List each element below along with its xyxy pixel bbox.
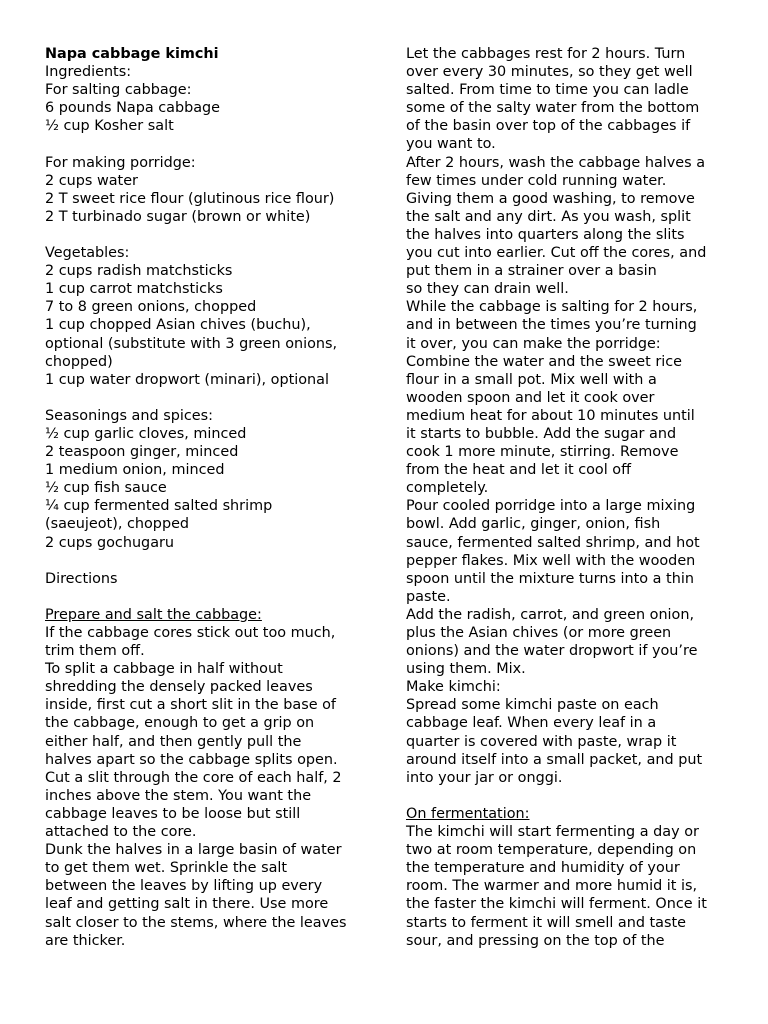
document-title: Napa cabbage kimchi [45,46,219,62]
text-line: plus the Asian chives (or more green [406,625,672,641]
blank-line [45,226,375,244]
text-line: paste. [406,588,451,605]
text-line: Pour cooled porridge into a large mixing [406,498,696,515]
text-line: cabbage leaves to be loose but still [45,805,301,822]
blank-line [406,787,741,805]
text-line: Seasonings and spices: [45,407,213,424]
text-line: Giving them a good washing, to remove [406,190,695,207]
text-line: 2 cups gochugaru [45,534,175,551]
text-line: you cut into earlier. Cut off the cores, and [406,245,707,262]
text-line: 2 T turbinado sugar (brown or white) [45,208,311,225]
text-line: cook 1 more minute, stirring. Remove [406,444,679,461]
text-line: so they can drain well. [406,281,569,298]
text-line: To split a cabbage in half without [45,661,283,678]
blank-line [45,135,375,153]
text-line: completely. [406,480,489,497]
blank-line [45,552,375,570]
text-line: ½ cup Kosher salt [45,118,174,135]
text-line: salt closer to the stems, where the leaves [45,914,347,931]
text-line: the salt and any dirt. As you wash, split [406,208,691,225]
text-line: put them in a strainer over a basin [406,263,657,280]
text-line: between the leaves by lifting up every [45,878,323,895]
text-line: salted. From time to time you can ladle [406,82,689,99]
text-line: While the cabbage is salting for 2 hours, [406,299,698,316]
text-line: ¼ cup fermented salted shrimp [45,498,273,515]
text-line: sour, and pressing on the top of the [406,932,665,949]
text-line: sauce, fermented salted shrimp, and hot [406,534,700,551]
text-line: 1 cup carrot matchsticks [45,281,223,298]
text-line: and in between the times you’re turning [406,317,697,334]
text-line: inches above the stem. You want the [45,787,312,804]
text-line: 7 to 8 green onions, chopped [45,299,257,316]
text-line: trim them off. [45,643,145,660]
text-line: bowl. Add garlic, ginger, onion, fish [406,516,661,533]
text-line: are thicker. [45,932,126,949]
text-line: cabbage leaf. When every leaf in a [406,715,657,732]
text-line: ½ cup fish sauce [45,480,167,497]
text-line: Spread some kimchi paste on each [406,697,659,714]
text-line: Combine the water and the sweet rice [406,353,683,370]
text-line: onions) and the water dropwort if you’re [406,643,698,660]
text-line: For salting cabbage: [45,82,192,99]
text-line: 2 cups water [45,172,138,189]
section-heading: Prepare and salt the cabbage: [45,606,262,623]
text-line: Let the cabbages rest for 2 hours. Turn [406,46,686,62]
text-line: If the cabbage cores stick out too much, [45,625,336,641]
text-line: two at room temperature, depending on [406,842,697,859]
text-line: room. The warmer and more humid it is, [406,878,698,895]
text-line: over every 30 minutes, so they get well [406,64,693,81]
text-line: After 2 hours, wash the cabbage halves a [406,154,706,171]
blank-line [45,588,375,606]
text-line: around itself into a small packet, and put [406,751,703,768]
text-line: quarter is covered with paste, wrap it [406,733,677,750]
text-line: attached to the core. [45,824,197,841]
text-line: some of the salty water from the bottom [406,100,700,117]
text-line: it over, you can make the porridge: [406,335,661,352]
text-line: medium heat for about 10 minutes until [406,407,695,424]
text-line: Cut a slit through the core of each half, 2 [45,769,342,786]
text-line: 2 teaspoon ginger, minced [45,444,239,461]
text-line: the faster the kimchi will ferment. Once it [406,896,707,913]
left-column [45,45,375,950]
text-line: spoon until the mixture turns into a thin [406,570,694,587]
text-line: chopped) [45,353,113,370]
text-line: ½ cup garlic cloves, minced [45,425,247,442]
text-line: 1 cup chopped Asian chives (buchu), [45,317,311,334]
text-line: 1 medium onion, minced [45,462,225,479]
text-line: Add the radish, carrot, and green onion, [406,606,695,623]
text-line: the halves into quarters along the slits [406,226,685,243]
text-line: For making porridge: [45,154,196,171]
text-line: Make kimchi: [406,679,501,696]
text-line: The kimchi will start fermenting a day or [406,824,699,841]
text-line: 6 pounds Napa cabbage [45,100,221,117]
text-line: it starts to bubble. Add the sugar and [406,425,677,442]
section-heading: On fermentation: [406,805,530,822]
text-line: halves apart so the cabbage splits open. [45,751,338,768]
text-line: of the basin over top of the cabbages if [406,118,691,135]
text-line: to get them wet. Sprinkle the salt [45,860,288,877]
text-line: the cabbage, enough to get a grip on [45,715,315,732]
text-line: inside, first cut a short slit in the base of [45,697,336,714]
text-line: into your jar or onggi. [406,769,563,786]
text-line: pepper flakes. Mix well with the wooden [406,552,696,569]
text-line: optional (substitute with 3 green onions, [45,335,338,352]
text-line: Directions [45,570,118,587]
text-line: using them. Mix. [406,661,526,678]
text-line: leaf and getting salt in there. Use more [45,896,329,913]
text-line: 1 cup water dropwort (minari), optional [45,371,329,388]
text-line: from the heat and let it cool off [406,462,632,479]
text-line: (saeujeot), chopped [45,516,190,533]
text-line: shredding the densely packed leaves [45,679,313,696]
text-line: few times under cold running water. [406,172,667,189]
text-line: 2 T sweet rice flour (glutinous rice flour) [45,190,335,207]
text-line: either half, and then gently pull the [45,733,302,750]
text-line: wooden spoon and let it cook over [406,389,655,406]
text-line: Vegetables: [45,245,130,262]
text-line: 2 cups radish matchsticks [45,263,233,280]
blank-line [45,389,375,407]
text-line: flour in a small pot. Mix well with a [406,371,657,388]
text-line: Dunk the halves in a large basin of water [45,842,342,859]
text-line: the temperature and humidity of your [406,860,680,877]
right-column [406,45,741,950]
text-line: starts to ferment it will smell and taste [406,914,686,931]
text-line: Ingredients: [45,64,132,81]
text-line: you want to. [406,136,496,153]
